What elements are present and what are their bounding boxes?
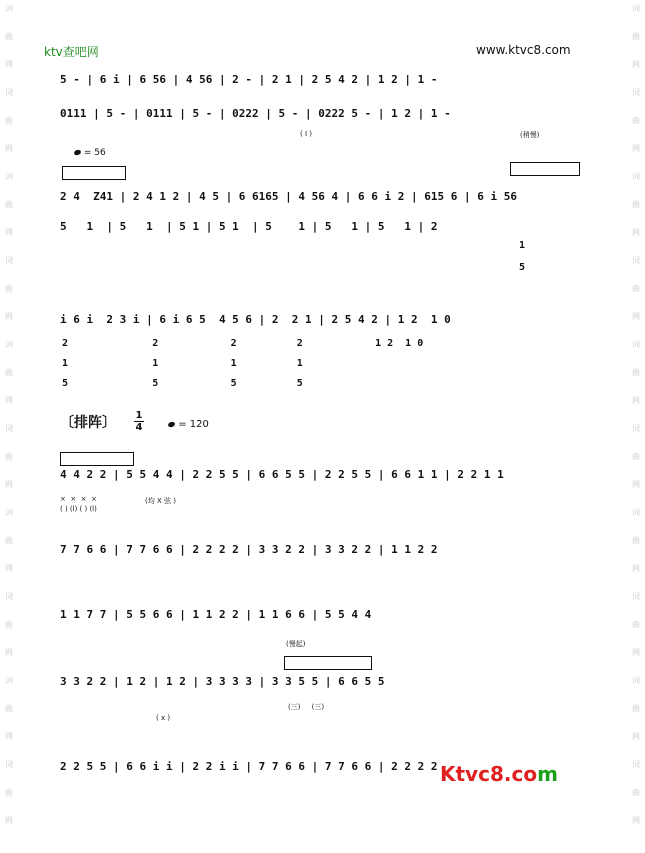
- side-mark: 词: [632, 508, 640, 517]
- side-mark: 网: [632, 816, 640, 825]
- side-mark: 曲: [5, 116, 13, 125]
- side-mark: 网: [632, 396, 640, 405]
- notation-row: 2 2 5 5 | 6 6 i i | 2 2 i i | 7 7 6 6 | 7 7 6 6 | 2 2 2 2: [60, 760, 438, 773]
- side-mark: 曲: [5, 704, 13, 713]
- time-signature-bottom: 4: [135, 422, 143, 433]
- side-mark: 曲: [632, 284, 640, 293]
- time-signature-top: 1: [135, 410, 143, 421]
- side-mark: 词: [5, 424, 13, 433]
- side-mark: 曲: [5, 452, 13, 461]
- annotation: (慢起): [286, 640, 306, 648]
- side-mark: 网: [632, 732, 640, 741]
- notation-row: 5 1 | 5 1 | 5 1 | 5 1 | 5 1 | 5 1 | 5 1 | 2: [60, 220, 438, 233]
- side-mark: 曲: [632, 32, 640, 41]
- side-mark: 词: [5, 4, 13, 13]
- annotation: (均 X 弦 ): [145, 497, 176, 505]
- ornament-box: [62, 166, 126, 180]
- quarter-note-icon: [167, 420, 175, 427]
- annotation: ( ) (l) ( ) (l): [60, 505, 97, 513]
- annotation: (稍慢): [520, 131, 540, 139]
- side-mark: 网: [5, 480, 13, 489]
- side-mark: 网: [5, 816, 13, 825]
- annotation: ( I ): [300, 130, 312, 138]
- lower-voice-row: 2 2 2 2 1 2 1 0: [62, 338, 424, 349]
- side-mark: 网: [5, 396, 13, 405]
- side-mark: 网: [5, 312, 13, 321]
- side-mark: 曲: [632, 200, 640, 209]
- site-logo: [440, 762, 558, 786]
- side-mark: 网: [5, 144, 13, 153]
- side-mark: 网: [632, 60, 640, 69]
- side-mark: 词: [632, 172, 640, 181]
- notation-row: i 6 i 2 3 i | 6 i 6 5 4 5 6 | 2 2 1 | 2 5 4 2 | 1 2 1 0: [60, 313, 451, 326]
- side-mark: 网: [632, 312, 640, 321]
- left-watermark-strip: [2, 0, 16, 853]
- lower-voice-row: 1: [519, 240, 526, 251]
- side-mark: 曲: [5, 200, 13, 209]
- side-mark: 词: [632, 592, 640, 601]
- side-mark: 词: [632, 256, 640, 265]
- site-watermark-left: ktv查吧网: [44, 45, 99, 59]
- side-mark: 网: [5, 648, 13, 657]
- side-mark: 网: [632, 480, 640, 489]
- side-mark: 词: [5, 508, 13, 517]
- side-mark: 词: [5, 676, 13, 685]
- side-mark: 网: [632, 564, 640, 573]
- side-mark: 曲: [632, 536, 640, 545]
- side-mark: 曲: [632, 116, 640, 125]
- side-mark: 词: [632, 676, 640, 685]
- side-mark: 词: [5, 760, 13, 769]
- side-mark: 网: [5, 228, 13, 237]
- side-mark: 网: [632, 144, 640, 153]
- side-mark: 词: [5, 340, 13, 349]
- quarter-note-icon: [73, 149, 81, 156]
- notation-row: 0111 | 5 - | 0111 | 5 - | 0222 | 5 - | 0222 5 - | 1 2 | 1 -: [60, 107, 451, 120]
- side-mark: 网: [5, 60, 13, 69]
- tempo-value-2: = 120: [178, 419, 209, 430]
- side-mark: 曲: [5, 536, 13, 545]
- ornament-box: [60, 452, 134, 466]
- time-signature: [134, 410, 144, 433]
- tempo-marking: [74, 148, 106, 158]
- side-mark: 曲: [632, 620, 640, 629]
- tempo-value: = 56: [83, 148, 106, 158]
- side-mark: 曲: [632, 452, 640, 461]
- side-mark: 网: [632, 228, 640, 237]
- side-mark: 词: [632, 760, 640, 769]
- notation-row: 3 3 2 2 | 1 2 | 1 2 | 3 3 3 3 | 3 3 5 5 | 6 6 5 5: [60, 675, 385, 688]
- side-mark: 词: [632, 88, 640, 97]
- side-mark: 曲: [632, 368, 640, 377]
- side-mark: 词: [632, 4, 640, 13]
- logo-red-text: Ktvc8.co: [440, 762, 538, 786]
- annotation: (三) (三): [288, 703, 325, 711]
- ornament-box: [510, 162, 580, 176]
- side-mark: 曲: [632, 788, 640, 797]
- side-mark: 网: [5, 732, 13, 741]
- side-mark: 网: [632, 648, 640, 657]
- side-mark: 词: [5, 256, 13, 265]
- notation-row: 5 - | 6 i | 6 56 | 4 56 | 2 - | 2 1 | 2 5 4 2 | 1 2 | 1 -: [60, 73, 438, 86]
- side-mark: 曲: [5, 620, 13, 629]
- right-watermark-strip: [629, 0, 643, 853]
- side-mark: 词: [5, 88, 13, 97]
- side-mark: 曲: [5, 284, 13, 293]
- logo-green-text: m: [537, 762, 558, 786]
- lower-voice-row: 5: [519, 262, 526, 273]
- notation-row: 7 7 6 6 | 7 7 6 6 | 2 2 2 2 | 3 3 2 2 | 3 3 2 2 | 1 1 2 2: [60, 543, 438, 556]
- side-mark: 词: [632, 424, 640, 433]
- side-mark: 词: [5, 592, 13, 601]
- annotation: × × × ×: [60, 495, 97, 503]
- ornament-box: [284, 656, 372, 670]
- side-mark: 词: [632, 340, 640, 349]
- side-mark: 网: [5, 564, 13, 573]
- site-watermark-right: www.ktvc8.com: [476, 43, 571, 57]
- side-mark: 曲: [632, 704, 640, 713]
- notation-row: 1 1 7 7 | 5 5 6 6 | 1 1 2 2 | 1 1 6 6 | 5 5 4 4: [60, 608, 372, 621]
- annotation: ( x ): [156, 714, 171, 722]
- section-label: 〔排阵〕: [60, 415, 116, 431]
- notation-row: 4 4 2 2 | 5 5 4 4 | 2 2 5 5 | 6 6 5 5 | 2 2 5 5 | 6 6 1 1 | 2 2 1 1: [60, 468, 504, 481]
- notation-row: 2 4 Z41 | 2 4 1 2 | 4 5 | 6 6165 | 4 56 4 | 6 6 i 2 | 615 6 | 6 i 56: [60, 190, 517, 203]
- lower-voice-row: 5 5 5 5: [62, 378, 303, 389]
- lower-voice-row: 1 1 1 1: [62, 358, 303, 369]
- side-mark: 曲: [5, 368, 13, 377]
- side-mark: 曲: [5, 32, 13, 41]
- side-mark: 曲: [5, 788, 13, 797]
- tempo-marking-2: [168, 419, 209, 430]
- side-mark: 词: [5, 172, 13, 181]
